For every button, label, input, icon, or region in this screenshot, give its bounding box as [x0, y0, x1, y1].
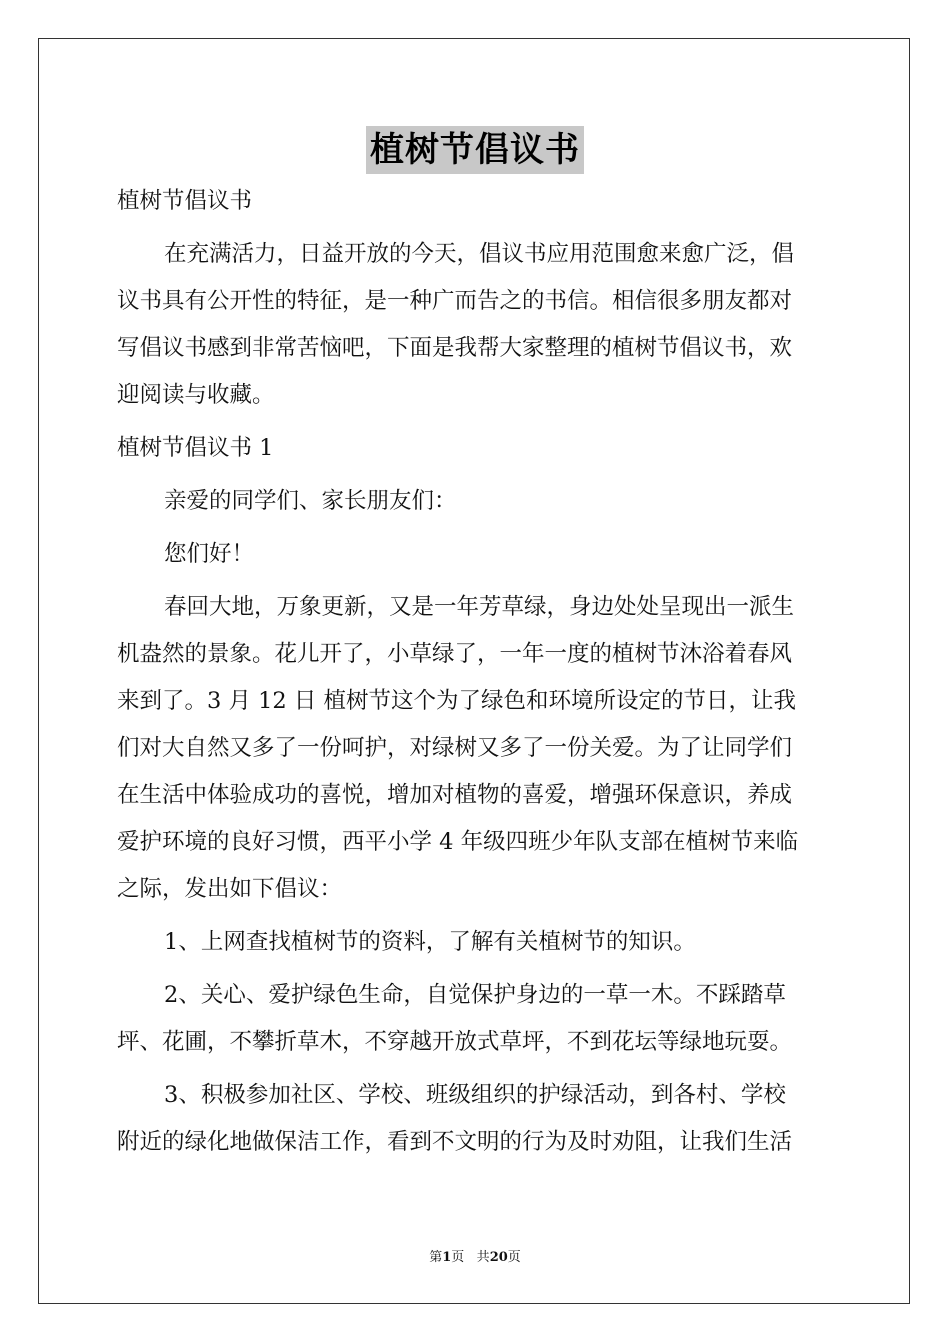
paragraph-line: 在生活中体验成功的喜悦，增加对植物的喜爱，增强环保意识，养成 — [117, 782, 793, 808]
paragraph-line: 议书具有公开性的特征，是一种广而告之的书信。相信很多朋友都对 — [117, 288, 793, 314]
section-heading: 植树节倡议书 — [117, 188, 253, 214]
document-body — [117, 178, 833, 1166]
paragraph-line: 迎阅读与收藏。 — [117, 382, 275, 408]
paragraph-line: 之际，发出如下倡议： — [117, 876, 343, 902]
page-footer — [0, 1246, 950, 1265]
paragraph-line: 在充满活力，日益开放的今天，倡议书应用范围愈来愈广泛，倡 — [164, 241, 795, 267]
paragraph-line: 来到了。3 月 12 日 植树节这个为了绿色和环境所设定的节日，让我 — [117, 688, 797, 714]
paragraph-line: 机盎然的景象。花儿开了，小草绿了，一年一度的植树节沐浴着春风 — [117, 641, 793, 667]
section-heading: 植树节倡议书 1 — [117, 435, 274, 461]
title-text: 植树节倡议书 — [366, 126, 584, 174]
greeting: 您们好！ — [164, 541, 255, 567]
document-title — [0, 126, 950, 174]
total-pages: 20 — [489, 1250, 508, 1265]
paragraph-line: 春回大地，万象更新，又是一年芳草绿，身边处处呈现出一派生 — [164, 594, 795, 620]
total-prefix: 共 — [476, 1250, 490, 1265]
paragraph-line: 们对大自然又多了一份呵护，对绿树又多了一份关爱。为了让同学们 — [117, 735, 793, 761]
list-item: 2、关心、爱护绿色生命，自觉保护身边的一草一木。不踩踏草 — [164, 982, 786, 1008]
salutation: 亲爱的同学们、家长朋友们： — [164, 488, 457, 514]
list-item-continuation: 坪、花圃，不攀折草木，不穿越开放式草坪，不到花坛等绿地玩耍。 — [117, 1029, 793, 1055]
page-suffix: 页 — [451, 1250, 465, 1265]
paragraph-line: 爱护环境的良好习惯，西平小学 4 年级四班少年队支部在植树节来临 — [117, 829, 799, 855]
list-item: 3、积极参加社区、学校、班级组织的护绿活动，到各村、学校 — [164, 1082, 786, 1108]
page-prefix: 第 — [429, 1250, 443, 1265]
paragraph-line: 写倡议书感到非常苦恼吧，下面是我帮大家整理的植树节倡议书，欢 — [117, 335, 793, 361]
page-number: 1 — [442, 1250, 452, 1265]
list-item-continuation: 附近的绿化地做保洁工作，看到不文明的行为及时劝阻，让我们生活 — [117, 1129, 793, 1155]
list-item: 1、上网查找植树节的资料，了解有关植树节的知识。 — [164, 929, 696, 955]
total-suffix: 页 — [507, 1250, 521, 1265]
